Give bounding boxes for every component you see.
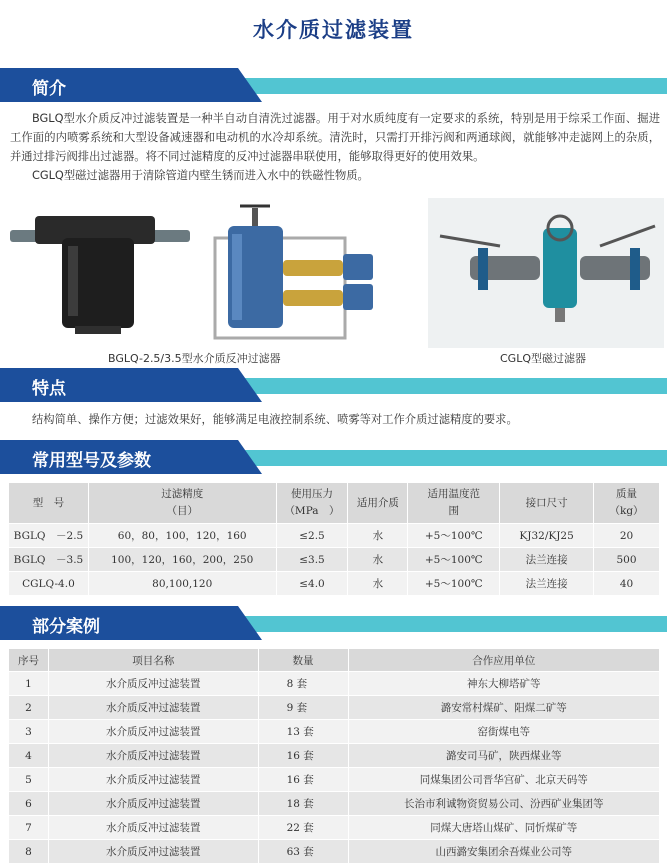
table-row: 3 水介质反冲过滤装置 13 套 窑街煤电等	[9, 720, 660, 744]
params-header-row	[9, 483, 660, 524]
intro-paragraph-2: CGLQ型磁过滤器用于清除管道内壁生锈而进入水中的铁磁性物质。	[32, 169, 369, 182]
table-row: BGLQ －2.5 60，80，100，120，160 ≤2.5 水 +5～100℃ KJ32/KJ25 20	[9, 524, 660, 548]
header-interface: 接口尺寸	[500, 483, 594, 524]
params-table	[8, 482, 660, 596]
header-model: 型 号	[9, 483, 89, 524]
header-precision: 过滤精度 （目）	[88, 483, 276, 524]
section-banner-graphic	[0, 68, 667, 102]
header-index: 序号	[9, 649, 49, 672]
section-header-intro	[0, 68, 667, 102]
section-title-features: 特点	[32, 379, 66, 399]
section-header-features	[0, 368, 667, 402]
intro-paragraph-1: BGLQ型水介质反冲过滤装置是一种半自动自清洗过滤器。用于对水质纯度有一定要求的系统，特别是用于综采工作面、掘进工作面的内喷雾系统和大型设备减速器和电动机的水冷却系统。清洗时，只需打开排污阀和两通球阀，就能够冲走滤网上的杂质，并通过排污阀排出过滤器。将不同过滤精度的反冲过滤器串联使用，能够取得更好的使用效果。	[10, 112, 660, 163]
header-project: 项目名称	[48, 649, 258, 672]
header-quantity: 数量	[258, 649, 348, 672]
table-row: 1 水介质反冲过滤装置 8 套 神东大柳塔矿等	[9, 672, 660, 696]
table-row: 2 水介质反冲过滤装置 9 套 潞安常村煤矿、阳煤二矿等	[9, 696, 660, 720]
product-illustration	[0, 198, 667, 348]
cases-header-row	[9, 649, 660, 672]
table-row: 5 水介质反冲过滤装置 16 套 同煤集团公司晋华宫矿、北京天码等	[9, 768, 660, 792]
section-banner-graphic	[0, 368, 667, 402]
section-title-cases: 部分案例	[32, 617, 100, 637]
section-header-cases	[0, 606, 667, 640]
features-text: 结构简单、操作方便；过滤效果好，能够满足电液控制系统、喷雾等对工作介质过滤精度的要求。	[32, 413, 518, 426]
section-banner-graphic	[0, 606, 667, 640]
page-title: 水介质过滤装置	[253, 18, 414, 42]
cglq-filter-image	[428, 198, 664, 348]
header-partner: 合作应用单位	[348, 649, 660, 672]
table-row: CGLQ-4.0 80,100,120 ≤4.0 水 +5～100℃ 法兰连接 40	[9, 572, 660, 596]
table-row: 4 水介质反冲过滤装置 16 套 潞安司马矿，陕西煤业等	[9, 744, 660, 768]
section-title-intro: 简介	[32, 79, 66, 99]
table-row: 8 水介质反冲过滤装置 63 套 山西潞安集团余吾煤业公司等	[9, 840, 660, 864]
header-pressure: 使用压力 （MPa ）	[276, 483, 348, 524]
bglq-filter-black-image	[10, 216, 190, 334]
table-row: BGLQ －3.5 100，120，160，200，250 ≤3.5 水 +5～100℃ 法兰连接 500	[9, 548, 660, 572]
section-title-models: 常用型号及参数	[32, 451, 151, 471]
intro-text	[10, 109, 660, 185]
table-row: 6 水介质反冲过滤装置 18 套 长治市利诚物资贸易公司、汾西矿业集团等	[9, 792, 660, 816]
caption-cglq: CGLQ型磁过滤器	[500, 352, 586, 365]
caption-bglq: BGLQ-2.5/3.5型水介质反冲过滤器	[108, 352, 281, 365]
bglq-filter-blue-image	[215, 206, 373, 338]
section-header-models	[0, 440, 667, 474]
table-row: 7 水介质反冲过滤装置 22 套 同煤大唐塔山煤矿、同忻煤矿等	[9, 816, 660, 840]
header-medium: 适用介质	[348, 483, 408, 524]
header-temperature: 适用温度范 围	[408, 483, 500, 524]
product-photos	[0, 198, 667, 348]
cases-table	[8, 648, 660, 864]
header-mass: 质量 （kg）	[594, 483, 660, 524]
